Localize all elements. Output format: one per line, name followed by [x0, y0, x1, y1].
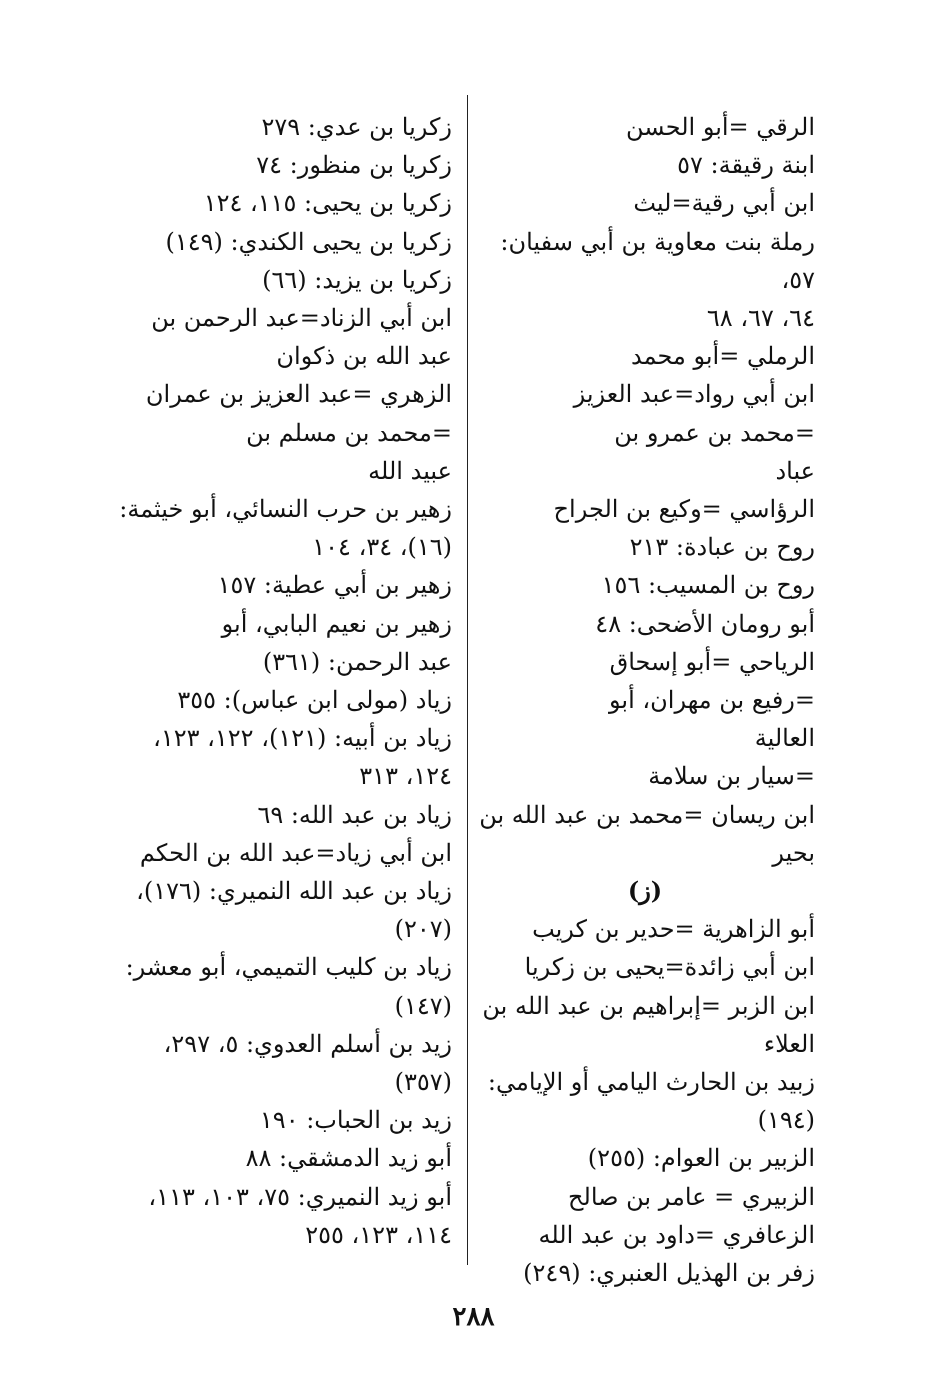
- index-entry-line: روح بن عبادة: ٢١٣: [629, 533, 815, 562]
- index-entry-line: زهير بن نعيم البابي، أبو: [221, 609, 452, 638]
- index-entry-line: الرملي =أبو محمد: [631, 342, 815, 371]
- index-entry-line: =محمد بن مسلم بن: [246, 418, 452, 447]
- index-entry-line: العالية: [754, 724, 815, 753]
- index-entry-line: زهير بن حرب النسائي، أبو خيثمة:: [119, 495, 452, 524]
- page-number: ٢٨٨: [452, 1302, 495, 1332]
- index-entry-line: ٦٤، ٦٧، ٦٨: [706, 304, 815, 333]
- index-entry-line: زفر بن الهذيل العنبري: (٢٤٩): [523, 1259, 815, 1288]
- index-entry-line: الرقي =أبو الحسن: [626, 113, 815, 141]
- index-entry-line: الزعافري =داود بن عبد الله: [538, 1220, 815, 1249]
- index-entry-line: ابنة رقيقة: ٥٧: [677, 151, 815, 180]
- index-entry-line: أبو الزاهرية =حدير بن كريب: [532, 915, 815, 944]
- index-entry-line: زياد بن كليب التميمي، أبو معشر:: [125, 953, 452, 982]
- index-entry-line: زكريا بن عدي: ٢٧٩: [261, 113, 452, 141]
- index-entry-line: (٣٥٧): [394, 1068, 452, 1097]
- index-entry-line: أبو زيد الدمشقي: ٨٨: [245, 1144, 452, 1173]
- index-entry-line: عبد الله بن ذكوان: [276, 342, 452, 371]
- index-entry-line: زياد (مولى ابن عباس): ٣٥٥: [177, 686, 452, 715]
- index-entry-line: العلاء: [763, 1029, 815, 1058]
- index-entry-line: الزبيري = عامر بن صالح: [568, 1182, 815, 1211]
- index-column-left: [112, 108, 452, 1254]
- index-entry-line: زيد بن أسلم العدوي: ٥، ٢٩٧،: [163, 1029, 452, 1058]
- column-divider: [467, 95, 468, 1265]
- index-entry-line: عبيد الله: [368, 456, 452, 485]
- index-entry-line: زكريا بن يحيى: ١١٥، ١٢٤: [203, 189, 452, 218]
- index-entry-line: (٢٠٧): [394, 915, 452, 944]
- index-entry-line: أبو رومان الأضحى: ٤٨: [595, 609, 815, 638]
- index-entry-line: زياد بن عبد الله النميري: (١٧٦)،: [136, 877, 452, 906]
- index-entry-line: زكريا بن يزيد: (٦٦): [262, 265, 452, 294]
- index-entry-line: زيد بن الحباب: ١٩٠: [259, 1106, 452, 1135]
- index-entry-line: رملة بنت معاوية بن أبي سفيان: ٥٧،: [500, 227, 815, 294]
- index-entry-line: (ز): [627, 876, 663, 906]
- index-entry-line: الزهري =عبد العزيز بن عمران: [145, 380, 452, 409]
- index-entry-line: روح بن المسيب: ١٥٦: [601, 571, 815, 600]
- index-entry-line: ابن أبي زائدة=يحيى بن زكريا: [524, 953, 815, 982]
- index-entry-line: (١٩٤): [757, 1106, 815, 1135]
- index-entry-line: =محمد بن عمرو بن: [614, 418, 815, 447]
- index-entry-line: زبيد بن الحارث اليامي أو الإيامي:: [487, 1068, 815, 1097]
- index-entry-line: الزبير بن العوام: (٢٥٥): [587, 1144, 815, 1173]
- index-entry-line: ابن أبي رقية=ليث: [633, 189, 815, 218]
- index-column-right: [475, 108, 815, 1292]
- index-entry-line: أبو زيد النميري: ٧٥، ١٠٣، ١١٣،: [148, 1182, 452, 1211]
- index-entry-line: ١١٤، ١٢٣، ٢٥٥: [305, 1220, 452, 1249]
- index-entry-line: عباد: [775, 456, 815, 485]
- index-entry-line: زياد بن عبد الله: ٦٩: [257, 800, 452, 829]
- index-entry-line: زكريا بن منظور: ٧٤: [256, 151, 452, 180]
- index-entry-line: ابن ريسان =محمد بن عبد الله بن: [479, 800, 815, 829]
- index-entry-line: ابن أبي الزناد=عبد الرحمن بن: [151, 304, 452, 333]
- index-entry-line: =سيار بن سلامة: [648, 762, 815, 791]
- index-entry-line: ١٢٤، ٣١٣: [359, 762, 452, 791]
- index-entry-line: عبد الرحمن: (٣٦١): [262, 647, 452, 676]
- index-entry-line: ابن الزبر =إبراهيم بن عبد الله بن: [482, 991, 815, 1020]
- index-entry-line: (١٤٧): [394, 991, 452, 1020]
- index-entry-line: بحير: [772, 838, 815, 867]
- index-entry-line: زياد بن أبيه: (١٢١)، ١٢٢، ١٢٣،: [153, 724, 452, 753]
- index-entry-line: الرياحي =أبو إسحاق: [609, 647, 815, 676]
- index-entry-line: ابن أبي رواد=عبد العزيز: [573, 380, 815, 409]
- index-entry-line: زكريا بن يحيى الكندي: (١٤٩): [165, 227, 452, 256]
- index-entry-line: ابن أبي زياد=عبد الله بن الحكم: [139, 838, 452, 867]
- index-entry-line: الرؤاسي =وكيع بن الجراح: [553, 495, 815, 524]
- index-entry-line: (١٦)، ٣٤، ١٠٤: [312, 533, 452, 562]
- index-entry-line: زهير بن أبي عطية: ١٥٧: [217, 571, 452, 600]
- index-entry-line: =رفيع بن مهران، أبو: [609, 686, 815, 715]
